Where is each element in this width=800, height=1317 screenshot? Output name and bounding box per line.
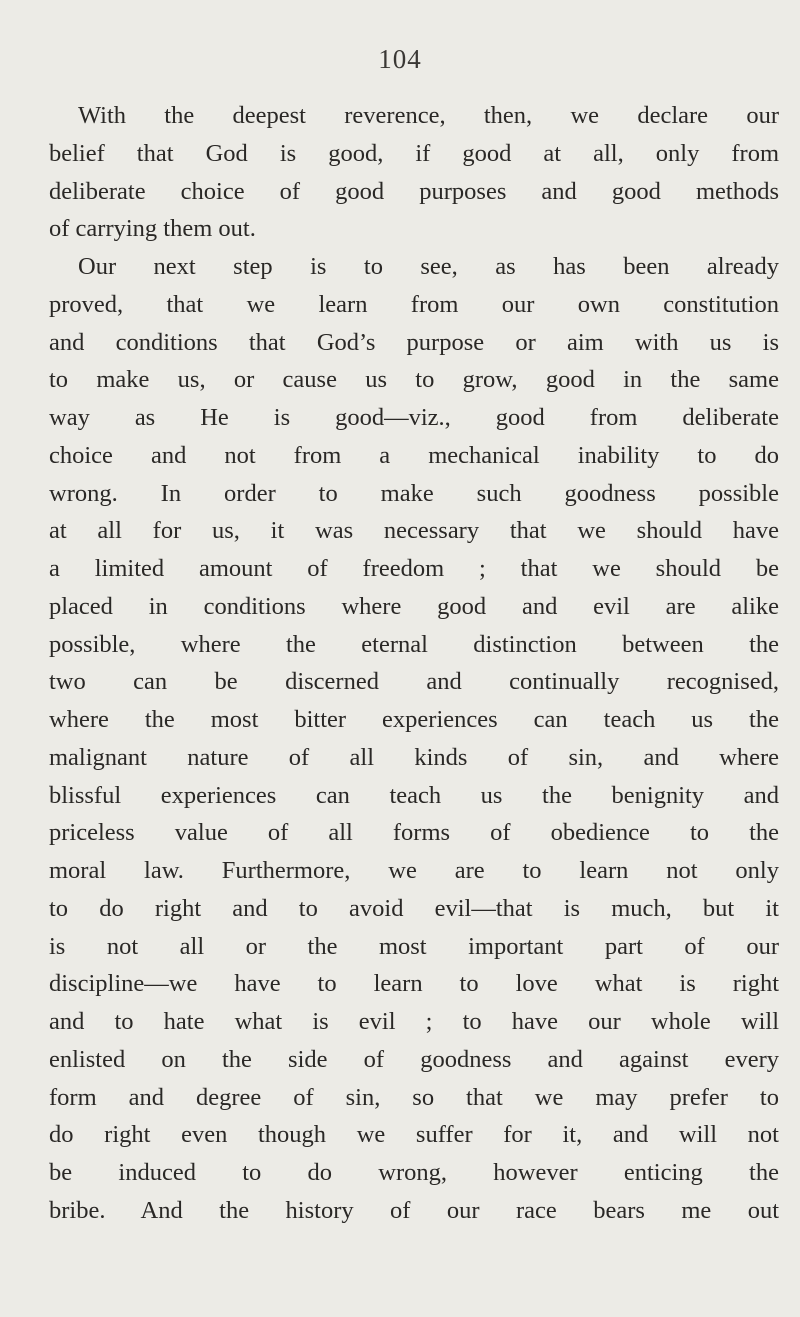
text-line: blissful experiences can teach us the benignity and bbox=[49, 781, 779, 809]
text-line: where the most bitter experiences can teach us the bbox=[49, 706, 779, 733]
text-line: bribe. And the history of our race bears me out bbox=[49, 1196, 779, 1224]
text-line: is not all or the most important part of our bbox=[49, 932, 779, 960]
text-line: With the deepest reverence, then, we declare our bbox=[78, 102, 779, 129]
text-line: to do right and to avoid evil—that is much, but it bbox=[49, 894, 779, 922]
text-line: two can be discerned and continually recognised, bbox=[49, 668, 779, 696]
text-line: form and degree of sin, so that we may prefer to bbox=[49, 1083, 779, 1111]
text-line: enlisted on the side of goodness and against every bbox=[49, 1045, 779, 1073]
text-line: priceless value of all forms of obedience to the bbox=[49, 819, 779, 847]
text-line: of carrying them out. bbox=[49, 215, 256, 243]
text-line: deliberate choice of good purposes and good methods bbox=[49, 177, 779, 205]
text-line: at all for us, it was necessary that we should have bbox=[49, 517, 779, 545]
text-line: be induced to do wrong, however enticing the bbox=[49, 1159, 779, 1186]
text-line: proved, that we learn from our own constitution bbox=[49, 290, 779, 318]
text-line: moral law. Furthermore, we are to learn not only bbox=[49, 857, 779, 884]
text-line: belief that God is good, if good at all, only from bbox=[49, 139, 779, 167]
text-line: Our next step is to see, as has been already bbox=[78, 253, 779, 280]
body-text bbox=[49, 97, 779, 1230]
text-line: and to hate what is evil ; to have our whole will bbox=[49, 1008, 779, 1035]
text-line: choice and not from a mechanical inability to do bbox=[49, 441, 779, 469]
text-line: to make us, or cause us to grow, good in the same bbox=[49, 366, 779, 394]
text-line: malignant nature of all kinds of sin, and where bbox=[49, 743, 779, 771]
page-number: 104 bbox=[378, 44, 422, 74]
text-line: wrong. In order to make such goodness possible bbox=[49, 479, 779, 507]
text-line: a limited amount of freedom ; that we should be bbox=[49, 555, 779, 582]
text-line: placed in conditions where good and evil are alike bbox=[49, 592, 779, 620]
text-line: way as He is good—viz., good from deliberate bbox=[49, 404, 779, 431]
text-line: and conditions that God’s purpose or aim with us is bbox=[49, 328, 779, 356]
text-line: discipline—we have to learn to love what is right bbox=[49, 970, 779, 998]
text-line: possible, where the eternal distinction between the bbox=[49, 630, 779, 658]
text-line: do right even though we suffer for it, and will not bbox=[49, 1121, 779, 1149]
